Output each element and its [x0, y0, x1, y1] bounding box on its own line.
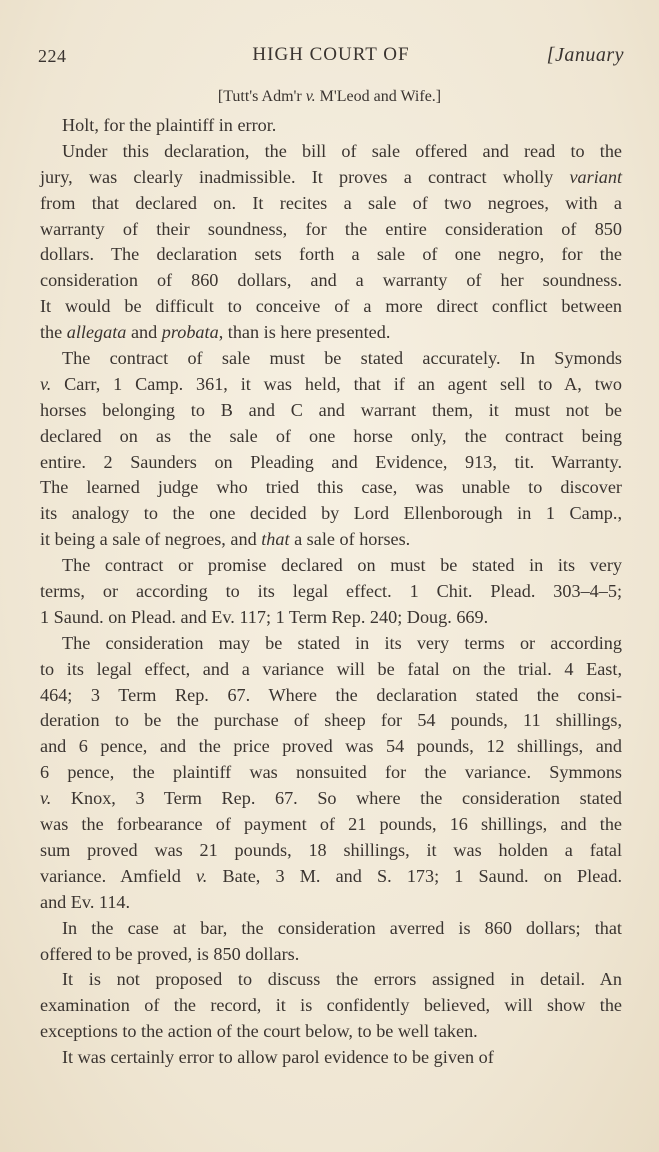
text-line: The contract of sale must be stated accurately. In Symonds: [62, 348, 622, 369]
text-line: exceptions to the action of the court below, to be well taken.: [40, 1021, 478, 1042]
paragraph: [40, 1045, 622, 1071]
paragraph: [40, 139, 622, 346]
text-line: The consideration may be stated in its very terms or according: [62, 632, 622, 653]
paragraph: [40, 967, 622, 1045]
text-line: 1 Saund. on Plead. and Ev. 117; 1 Term Rep. 240; Doug. 669.: [40, 606, 489, 627]
text-line: variance. Amfield v. Bate, 3 M. and S. 173; 1 Saund. on Plead.: [40, 865, 622, 886]
text-line: horses belonging to B and C and warrant them, it must not be: [40, 399, 622, 420]
page-number: 224: [38, 46, 67, 66]
text-line: and 6 pence, and the price proved was 54 pounds, 12 shillings, and: [40, 736, 622, 757]
text-line: deration to be the purchase of sheep for 54 pounds, 11 shillings,: [40, 710, 622, 731]
text-line: warranty of their soundness, for the entire consideration of 850: [40, 218, 622, 239]
text-line: examination of the record, it is confidently believed, will show the: [40, 995, 622, 1016]
text-line: from that declared on. It recites a sale of two negroes, with a: [40, 192, 622, 213]
text-line: 6 pence, the plaintiff was nonsuited for the variance. Symmons: [40, 762, 622, 783]
text-line: sum proved was 21 pounds, 18 shillings, it was holden a fatal: [40, 839, 622, 860]
text-line: terms, or according to its legal effect. 1 Chit. Plead. 303–4–5;: [40, 581, 622, 602]
case-caption: [Tutt's Adm'r v. M'Leod and Wife.]: [217, 88, 442, 105]
text-line: The contract or promise declared on must be stated in its very: [62, 555, 622, 576]
text-line: In the case at bar, the consideration averred is 860 dollars; that: [62, 917, 622, 938]
running-date: [January: [546, 44, 624, 66]
text-line: to its legal effect, and a variance will be fatal on the trial. 4 East,: [40, 658, 622, 679]
text-line: It is not proposed to discuss the errors assigned in detail. An: [62, 969, 622, 990]
paragraph: [40, 346, 622, 553]
body-text: [40, 113, 622, 1071]
text-line: was the forbearance of payment of 21 pounds, 16 shillings, and the: [40, 814, 622, 835]
page-header: [38, 42, 624, 72]
text-line: 464; 3 Term Rep. 67. Where the declaration stated the consi-: [40, 684, 622, 705]
text-line: entire. 2 Saunders on Pleading and Evidence, 913, tit. Warranty.: [40, 451, 622, 472]
paragraph: [40, 631, 622, 916]
text-line: jury, was clearly inadmissible. It proves a contract wholly variant: [40, 166, 622, 187]
text-line: the allegata and probata, than is here presented.: [40, 322, 391, 343]
text-line: it being a sale of negroes, and that a sale of horses.: [40, 529, 411, 550]
text-line: Holt, for the plaintiff in error.: [62, 115, 277, 135]
text-line: v. Carr, 1 Camp. 361, it was held, that if an agent sell to A, two: [40, 373, 622, 394]
text-line: offered to be proved, is 850 dollars.: [40, 943, 300, 964]
text-line: It would be difficult to conceive of a more direct conflict between: [40, 296, 622, 317]
text-line: It was certainly error to allow parol evidence to be given of: [62, 1047, 494, 1068]
text-line: its analogy to the one decided by Lord Ellenborough in 1 Camp.,: [40, 503, 622, 524]
running-title: HIGH COURT OF: [252, 44, 410, 65]
text-line: v. Knox, 3 Term Rep. 67. So where the consideration stated: [40, 788, 622, 809]
text-line: The learned judge who tried this case, was unable to discover: [40, 477, 622, 498]
paragraph: [40, 113, 622, 139]
paragraph: [40, 916, 622, 968]
text-line: dollars. The declaration sets forth a sale of one negro, for the: [40, 244, 622, 265]
text-line: consideration of 860 dollars, and a warranty of her soundness.: [40, 270, 622, 291]
text-line: and Ev. 114.: [40, 891, 131, 912]
text-line: Under this declaration, the bill of sale offered and read to the: [62, 140, 622, 161]
paragraph: [40, 553, 622, 631]
text-line: declared on as the sale of one horse only, the contract being: [40, 425, 622, 446]
